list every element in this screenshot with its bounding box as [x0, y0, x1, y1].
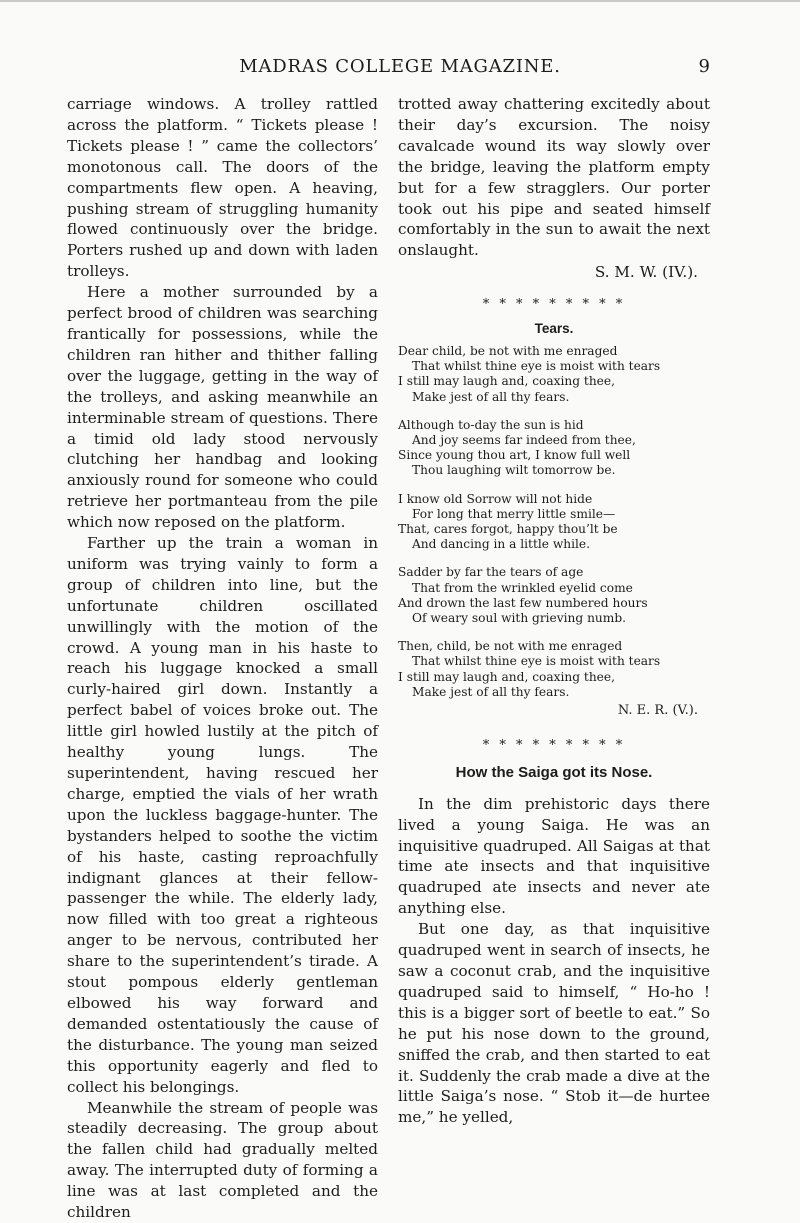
poem-line: That whilst thine eye is moist with tears	[412, 654, 661, 669]
story-paragraph-1: In the dim prehistoric days there lived a young Saiga. He was an inquisitive quadruped. All Saigas at that time ate insects and that inquisitive quadruped ate insects and never ate anything else.	[398, 794, 710, 918]
poem-line: Then, child, be not with me enraged	[398, 639, 623, 654]
poem-stanza-3	[398, 492, 710, 553]
poem-line: That whilst thine eye is moist with tears	[412, 359, 661, 374]
poem-title: Tears.	[534, 321, 574, 337]
left-paragraph-3: Farther up the train a woman in uniform was trying vainly to form a group of children into line, but the unfortunate children oscillated unwillingly with the motion of the crowd. A young man in his haste to reach his luggage knocked a small curly-haired girl down. Instantly a perfect babel of voices broke out. The little girl howled lustily at the pitch of healthy young lungs. The superintendent, having rescued her charge, emptied the vials of her wrath upon the luckless baggage-hunter. The bystanders helped to soothe the victim of his haste, casting reproachfully indignant glances at their fellow-passenger the while. The elderly lady, now filled with too great a righteous anger to be nervous, contributed her share to the superintendent’s tirade. A stout pompous elderly gentleman elbowed his way forward and demanded ostentatiously the cause of the disturbance. The young man seized this opportunity eagerly and fled to collect his belongings.	[67, 534, 378, 1096]
magazine-title: MADRAS COLLEGE MAGAZINE.	[239, 56, 561, 77]
section-separator-2: * * * * * * * * *	[482, 737, 626, 753]
poem-line: That from the wrinkled eyelid come	[412, 580, 633, 595]
story-title: How the Saiga got its Nose.	[455, 763, 653, 781]
left-paragraph-1: carriage windows. A trolley rattled across the platform. “ Tickets please ! Tickets please ! ” came the collectors’ monotonous call. The doors of the compartments flew open. A heaving, pushing stream of struggling humanity flowed continuously over the bridge. Porters rushed up and down with laden trolleys.	[67, 95, 378, 281]
poem-line: And drown the last few numbered hours	[398, 595, 648, 610]
poem-signature: N. E. R. (V.).	[617, 703, 698, 719]
poem-line: Although to-day the sun is hid	[398, 417, 584, 432]
poem-line: Of weary soul with grieving numb.	[412, 611, 627, 626]
section-separator: * * * * * * * * *	[482, 297, 626, 313]
poem-line: I still may laugh and, coaxing thee,	[398, 669, 615, 684]
poem-line: Make jest of all thy fears.	[412, 389, 570, 404]
running-header	[0, 50, 800, 80]
poem-line: And dancing in a little while.	[412, 537, 590, 552]
poem-line: Since young thou art, I know full well	[398, 448, 631, 463]
poem-stanza-2	[398, 418, 710, 479]
poem-stanza-4	[398, 565, 710, 626]
poem-line: For long that merry little smile—	[412, 506, 616, 521]
poem-line: And joy seems far indeed from thee,	[412, 432, 636, 447]
poem-line: Sadder by far the tears of age	[398, 565, 584, 580]
poem-stanza-5	[398, 639, 710, 700]
poem-line: I know old Sorrow will not hide	[398, 491, 593, 506]
poem-line: Thou laughing wilt tomorrow be.	[412, 463, 616, 478]
story-paragraph-2: But one day, as that inquisitive quadruped went in search of insects, he saw a coconut crab, and the inquisitive quadruped said to himself, “ Ho-ho ! this is a bigger sort of beetle to eat.” So he put his nose down to the ground, sniffed the crab, and then started to eat it. Suddenly the crab made a dive at the little Saiga’s nose. “ Stob it—de hurtee me,” he yelled,	[398, 920, 710, 1127]
poem-line: That, cares forgot, happy thou’lt be	[398, 522, 618, 536]
poem-line: I still may laugh and, coaxing thee,	[398, 374, 615, 389]
poem	[398, 344, 710, 700]
left-paragraph-4: Meanwhile the stream of people was steadily decreasing. The group about the fallen child had gradually melted away. The interrupted duty of forming a line was at last completed and the children	[67, 1098, 378, 1222]
poem-line: Make jest of all thy fears.	[412, 684, 570, 699]
left-paragraph-2: Here a mother surrounded by a perfect brood of children was searching frantically for possessions, while the children ran hither and thither falling over the luggage, getting in the way of the trolleys, and asking meanwhile an interminable stream of questions. There a timid old lady stood nervously clutching her handbag and looking anxiously round for someone who could retrieve her portmanteau from the pile which now reposed on the platform.	[67, 283, 378, 532]
right-column	[398, 94, 710, 1128]
poem-stanza-1	[398, 344, 710, 405]
article-continuation: trotted away chattering excitedly about their day’s excursion. The noisy cavalcade wound its way slowly over the bridge, leaving the platform empty but for a few stragglers. Our porter took out his pipe and seated himself comfortably in the sun to await the next onslaught.	[398, 95, 710, 260]
left-column	[67, 94, 378, 1223]
page-number: 9	[698, 56, 710, 77]
article-signature: S. M. W. (IV.).	[594, 263, 698, 282]
page-top-rule	[0, 0, 800, 2]
poem-line: Dear child, be not with me enraged	[398, 343, 618, 358]
